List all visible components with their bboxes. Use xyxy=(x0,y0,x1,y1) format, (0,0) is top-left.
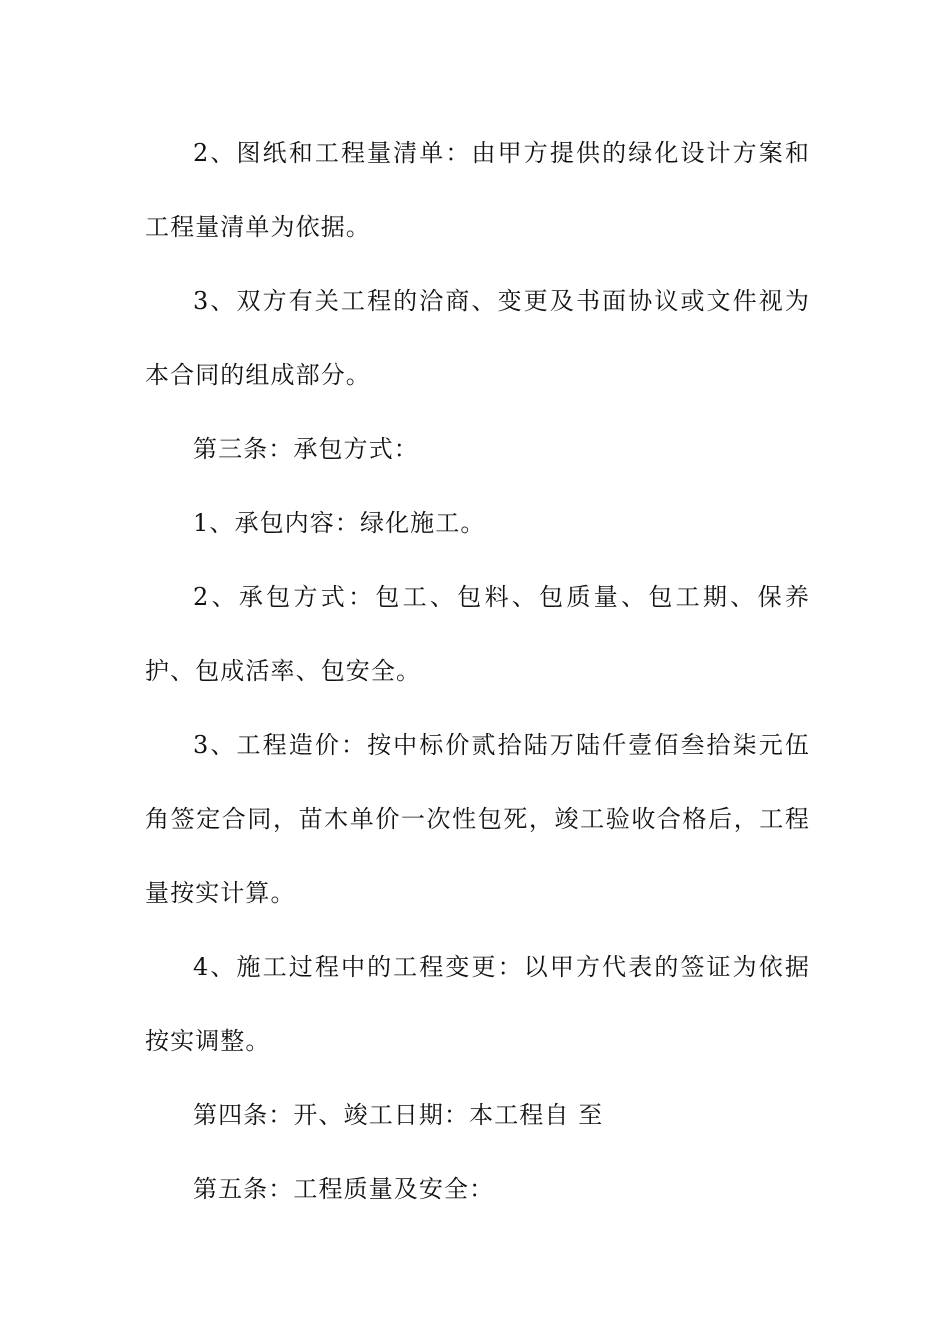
heading-article-four: 第四条：开、竣工日期：本工程自 至 xyxy=(193,1101,604,1129)
heading-article-three: 第三条：承包方式： xyxy=(193,435,419,463)
paragraph-contract-method: 2、承包方式：包工、包料、包质量、包工期、保养护、包成活率、包安全。 xyxy=(145,583,810,685)
paragraph-project-cost: 3、工程造价：按中标价贰拾陆万陆仟壹佰叁拾柒元伍角签定合同，苗木单价一次性包死，竣工验收合格后，工程量按实计算。 xyxy=(145,731,810,907)
paragraph-negotiation-documents: 3、双方有关工程的洽商、变更及书面协议或文件视为本合同的组成部分。 xyxy=(145,287,810,389)
paragraph-contract-content: 1、承包内容：绿化施工。 xyxy=(193,509,486,537)
paragraph-engineering-changes: 4、施工过程中的工程变更：以甲方代表的签证为依据按实调整。 xyxy=(145,953,810,1055)
paragraph-drawings-and-quantities: 2、图纸和工程量清单：由甲方提供的绿化设计方案和工程量清单为依据。 xyxy=(145,139,810,241)
heading-article-five: 第五条：工程质量及安全： xyxy=(193,1175,495,1203)
document-body xyxy=(145,116,810,1226)
